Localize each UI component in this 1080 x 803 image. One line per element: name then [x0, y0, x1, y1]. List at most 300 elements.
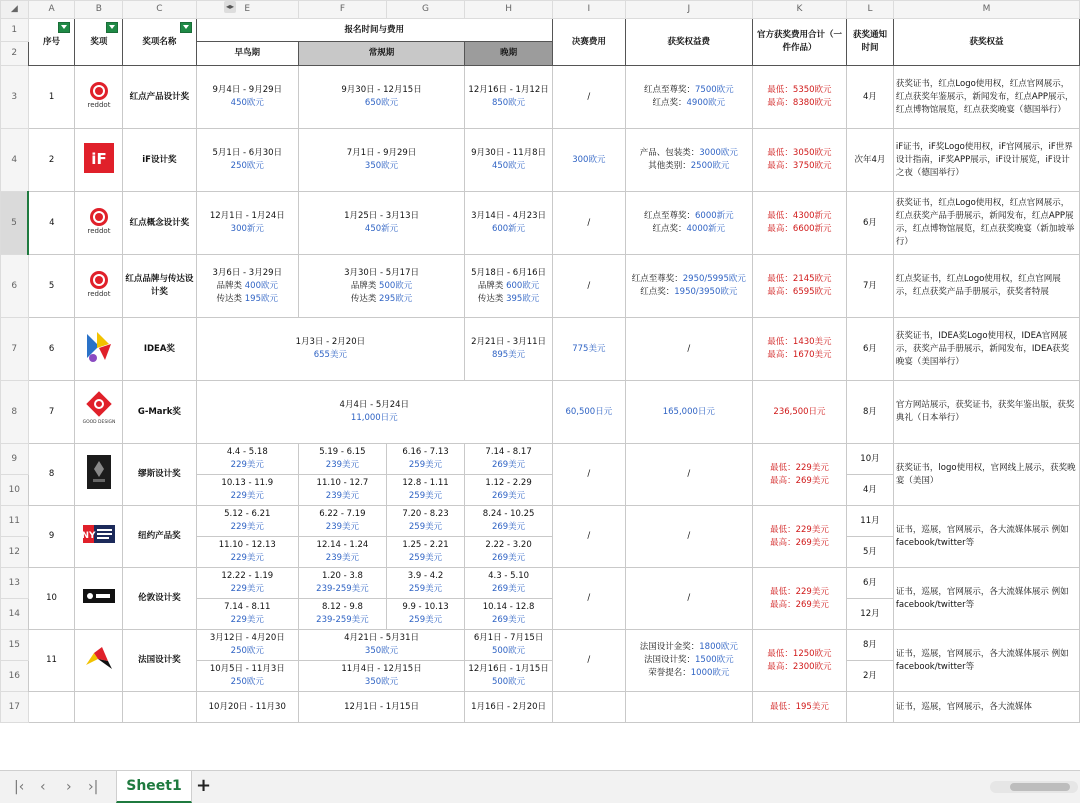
cell-text: 195欧元: [244, 293, 278, 304]
cell-text: 5.12 - 6.21: [224, 509, 271, 519]
column-header-j[interactable]: [625, 1, 752, 19]
sheet-tab-sheet1[interactable]: Sheet1: [116, 771, 192, 803]
cell-award-name[interactable]: [123, 318, 196, 381]
cell-rights[interactable]: [893, 444, 1079, 506]
cell-logo[interactable]: [75, 255, 123, 318]
cell-text: 2月21日 - 3月11日: [471, 337, 547, 347]
cell-regular-2[interactable]: [386, 506, 464, 537]
cell-text: 269美元: [491, 584, 526, 594]
cell-late[interactable]: [465, 129, 553, 192]
london-logo-part: [87, 593, 93, 599]
header-award[interactable]: [75, 19, 123, 66]
cell-rights[interactable]: [893, 192, 1079, 255]
cell-rights[interactable]: [893, 692, 1079, 723]
cell-text: 3月6日 - 3月29日: [212, 267, 283, 278]
next-sheet-button[interactable]: ›: [66, 779, 72, 795]
row-header-3[interactable]: [1, 66, 29, 129]
cell-text: 10: [46, 593, 57, 603]
cell-rights-fee[interactable]: [625, 129, 752, 192]
filter-dropdown-icon[interactable]: [58, 22, 70, 33]
cell-late[interactable]: [465, 475, 553, 506]
cell-late[interactable]: [465, 192, 553, 255]
cell-early[interactable]: [196, 444, 298, 475]
cell-early[interactable]: [196, 475, 298, 506]
cell-early[interactable]: [196, 599, 298, 630]
cell-total[interactable]: [752, 255, 846, 318]
cell-total[interactable]: [752, 318, 846, 381]
row-header-11[interactable]: [1, 506, 29, 537]
column-letter: I: [587, 4, 591, 14]
cell-total[interactable]: [752, 192, 846, 255]
cell-text: /: [687, 593, 691, 603]
cell-regular[interactable]: [298, 192, 464, 255]
cell-text: 259美元: [408, 460, 443, 470]
cell-regular-2[interactable]: [386, 444, 464, 475]
cell-text: 3: [11, 91, 18, 102]
cell-total[interactable]: [752, 630, 846, 692]
cell-text: 6.22 - 7.19: [319, 509, 366, 519]
column-header-h[interactable]: [465, 1, 553, 19]
cell-late[interactable]: [465, 444, 553, 475]
column-header-g[interactable]: [386, 1, 464, 19]
cell-notify[interactable]: [847, 475, 894, 506]
cell-final-fee[interactable]: [553, 630, 626, 692]
cell-text: 传达类: [216, 293, 245, 304]
header-regular[interactable]: [298, 42, 464, 66]
cell-rights-fee[interactable]: [625, 444, 752, 506]
sheet-row[interactable]: [1, 129, 1080, 192]
sheet-row[interactable]: [1, 1, 1080, 19]
sheet-row[interactable]: [1, 568, 1080, 599]
cell-final-fee[interactable]: [553, 66, 626, 129]
cell-late[interactable]: [465, 66, 553, 129]
scrollbar-thumb[interactable]: [1010, 783, 1070, 791]
cell-regular[interactable]: [298, 568, 386, 599]
cell-logo[interactable]: [75, 506, 123, 568]
cell-registration[interactable]: [196, 381, 552, 444]
cell-text: 红点产品设计奖: [129, 91, 190, 102]
cell-seq[interactable]: [28, 444, 75, 506]
cell-text: 16: [8, 670, 21, 681]
cell-text: 最高：8380欧元: [767, 98, 832, 108]
cell-early[interactable]: [196, 129, 298, 192]
cell-text: 1: [11, 24, 18, 35]
cell-rights-fee[interactable]: [625, 692, 752, 723]
cell-text: 239美元: [325, 460, 360, 470]
reddot-logo-part: reddot: [87, 226, 111, 235]
cell-text: 14: [8, 608, 21, 619]
cell-regular-2[interactable]: [386, 475, 464, 506]
cell-text: 4.3 - 5.10: [488, 571, 530, 581]
cell-text: 259美元: [408, 615, 443, 625]
cell-final-fee[interactable]: [553, 381, 626, 444]
cell-regular[interactable]: [298, 599, 386, 630]
row-header-15[interactable]: [1, 630, 29, 661]
cell-early[interactable]: [196, 661, 298, 692]
france-design-logo-part: [98, 659, 112, 669]
cell-logo[interactable]: [75, 192, 123, 255]
cell-rights-fee[interactable]: [625, 66, 752, 129]
cell-text: 7.14 - 8.11: [224, 602, 271, 612]
header-early[interactable]: [196, 42, 298, 66]
cell-text: 12月1日 - 1月15日: [344, 701, 419, 712]
header-late[interactable]: [465, 42, 553, 66]
column-letter: B: [95, 4, 102, 14]
cell-text: 最高：6595欧元: [767, 287, 832, 297]
column-header-m[interactable]: [893, 1, 1079, 19]
cell-final-fee[interactable]: [553, 192, 626, 255]
cell-final-fee[interactable]: [553, 318, 626, 381]
cell-text: 法国设计金奖：: [639, 642, 700, 652]
cell-notify[interactable]: [847, 318, 894, 381]
header-registration-group[interactable]: [196, 19, 552, 42]
cell-text: 10: [8, 484, 21, 495]
cell-logo[interactable]: [75, 129, 123, 192]
cell-rights[interactable]: [893, 318, 1079, 381]
cell-early[interactable]: [196, 630, 298, 661]
cell-late[interactable]: [465, 318, 553, 381]
cell-text: 60,500日元: [565, 406, 613, 417]
cell-text: 350欧元: [364, 677, 399, 687]
column-header-c[interactable]: [123, 1, 196, 19]
cell-text: G-Mark奖: [137, 406, 181, 417]
reddot-logo-part: [95, 276, 103, 284]
g-mark-logo-part: [86, 391, 111, 416]
cell-rights-fee[interactable]: [625, 318, 752, 381]
column-header-i[interactable]: [553, 1, 626, 19]
filter-dropdown-icon[interactable]: [180, 22, 192, 33]
row-header-16[interactable]: [1, 661, 29, 692]
header-text: 晚期: [500, 48, 518, 58]
cell-rights-fee[interactable]: [625, 568, 752, 630]
cell-logo[interactable]: [75, 66, 123, 129]
header-final-fee[interactable]: [553, 19, 626, 66]
header-text: 早鸟期: [234, 48, 261, 58]
header-award-name[interactable]: [123, 19, 196, 66]
cell-late[interactable]: [465, 537, 553, 568]
cell-late[interactable]: [465, 255, 553, 318]
row-header-4[interactable]: [1, 129, 29, 192]
cell-seq[interactable]: [28, 568, 75, 630]
cell-rights[interactable]: [893, 506, 1079, 568]
cell-text: 239-259美元: [316, 615, 369, 625]
if-logo: [84, 143, 114, 178]
row-header-12[interactable]: [1, 537, 29, 568]
cell-text: 15: [8, 639, 21, 650]
column-resize-icon[interactable]: ◂▸: [225, 2, 235, 11]
cell-late[interactable]: [465, 661, 553, 692]
cell-regular[interactable]: [298, 255, 464, 318]
cell-notify[interactable]: [847, 506, 894, 537]
cell-award-name[interactable]: [123, 568, 196, 630]
cell-text: 证书，巡展，官网展示，各大流媒体展示 例如facebook/twitter等: [895, 648, 1069, 672]
sheet-row[interactable]: [1, 255, 1080, 318]
cell-text: 获奖证书，红点Logo使用权，红点官网展示，红点获奖年鉴展示，新闻发布，红点APP展示，红点博物馆展览，红点获奖晚宴（德国举行）: [895, 78, 1074, 115]
column-header-f[interactable]: [298, 1, 386, 19]
cell-award-name[interactable]: [123, 381, 196, 444]
cell-text: 荣誉提名：: [648, 668, 691, 678]
cell-text: 250欧元: [230, 677, 264, 687]
cell-text: 300欧元: [572, 154, 606, 165]
row-header-10[interactable]: [1, 475, 29, 506]
cell-text: 500欧元: [379, 280, 413, 291]
cell-rights-fee[interactable]: [625, 506, 752, 568]
row-header-6[interactable]: [1, 255, 29, 318]
header-rights-fee[interactable]: [625, 19, 752, 66]
cell-text: 8.24 - 10.25: [482, 509, 535, 519]
sheet-row[interactable]: [1, 381, 1080, 444]
idea-logo: [83, 330, 115, 369]
cell-text: 775美元: [572, 343, 606, 354]
cell-notify[interactable]: [847, 630, 894, 661]
cell-text: 最高：6600新元: [767, 224, 832, 234]
header-text: 报名时间与费用: [344, 24, 405, 35]
cell-late[interactable]: [465, 630, 553, 661]
column-header-e[interactable]: [196, 1, 298, 19]
cell-text: 12.22 - 1.19: [221, 571, 274, 581]
cell-award-name[interactable]: [123, 630, 196, 692]
horizontal-scrollbar[interactable]: [990, 781, 1078, 793]
cell-text: 8: [48, 469, 55, 479]
last-sheet-button[interactable]: ›|: [88, 779, 99, 795]
cell-rights-fee[interactable]: [625, 192, 752, 255]
cell-award-name[interactable]: [123, 129, 196, 192]
prev-sheet-button[interactable]: ‹: [40, 779, 46, 795]
header-rights[interactable]: [893, 19, 1079, 66]
cell-early[interactable]: [196, 255, 298, 318]
sheet-row[interactable]: [1, 692, 1080, 723]
cell-text: 239美元: [325, 553, 360, 563]
cell-rights-fee[interactable]: [625, 255, 752, 318]
cell-rights[interactable]: [893, 129, 1079, 192]
cell-seq[interactable]: [28, 129, 75, 192]
cell-text: 纽约产品奖: [138, 531, 181, 541]
cell-early[interactable]: [196, 692, 298, 723]
cell-regular-2[interactable]: [386, 568, 464, 599]
row-header-5[interactable]: [1, 192, 29, 255]
cell-final-fee[interactable]: [553, 692, 626, 723]
cell-text: 450欧元: [230, 98, 264, 108]
cell-seq[interactable]: [28, 66, 75, 129]
cell-text: 最高：269美元: [770, 599, 829, 610]
cell-early[interactable]: [196, 192, 298, 255]
column-header-a[interactable]: [28, 1, 75, 19]
sheet-row[interactable]: [1, 192, 1080, 255]
row-header-17[interactable]: [1, 692, 29, 723]
cell-total[interactable]: [752, 381, 846, 444]
cell-rights[interactable]: [893, 568, 1079, 630]
filter-dropdown-icon[interactable]: [106, 22, 118, 33]
cell-rights[interactable]: [893, 66, 1079, 129]
cell-rights[interactable]: [893, 630, 1079, 692]
cell-notify[interactable]: [847, 129, 894, 192]
cell-late[interactable]: [465, 506, 553, 537]
cell-regular[interactable]: [298, 630, 464, 661]
cell-award-name[interactable]: [123, 192, 196, 255]
sheet-row[interactable]: [1, 19, 1080, 42]
header-text: 获奖通知时间: [852, 30, 887, 53]
cell-total[interactable]: [752, 66, 846, 129]
cell-early[interactable]: [196, 506, 298, 537]
cell-text: /: [587, 469, 591, 479]
cell-award-name[interactable]: [123, 444, 196, 506]
sheet-row[interactable]: [1, 444, 1080, 475]
cell-notify[interactable]: [847, 568, 894, 599]
cell-regular[interactable]: [298, 444, 386, 475]
cell-logo[interactable]: [75, 568, 123, 630]
column-header-l[interactable]: [847, 1, 894, 19]
london-logo-part: [83, 589, 115, 603]
cell-award-name[interactable]: [123, 255, 196, 318]
cell-final-fee[interactable]: [553, 255, 626, 318]
cell-rights[interactable]: [893, 255, 1079, 318]
cell-seq[interactable]: [28, 255, 75, 318]
cell-notify[interactable]: [847, 599, 894, 630]
sheet-row[interactable]: [1, 66, 1080, 129]
sheet-row[interactable]: [1, 630, 1080, 661]
cell-text: 红点奖证书，红点Logo使用权，红点官网展示，红点获奖产品手册展示，获奖者特展: [895, 274, 1061, 297]
cell-final-fee[interactable]: [553, 568, 626, 630]
cell-text: 2.22 - 3.20: [485, 540, 532, 550]
cell-notify[interactable]: [847, 192, 894, 255]
cell-text: 品牌类: [350, 280, 380, 291]
cell-text: 最高：3750欧元: [767, 161, 832, 171]
cell-notify[interactable]: [847, 661, 894, 692]
header-seq[interactable]: [28, 19, 75, 66]
cell-regular[interactable]: [298, 537, 386, 568]
cell-logo[interactable]: [75, 692, 123, 723]
cell-text: 法国设计奖：: [643, 655, 695, 665]
cell-text: 9: [48, 531, 55, 541]
cell-regular-2[interactable]: [386, 599, 464, 630]
cell-text: 1月3日 - 2月20日: [295, 337, 366, 347]
cell-notify[interactable]: [847, 444, 894, 475]
select-all-corner[interactable]: [1, 1, 29, 19]
add-sheet-button[interactable]: +: [196, 775, 212, 796]
cell-text: /: [687, 531, 691, 541]
cell-regular[interactable]: [298, 129, 464, 192]
cell-text: 最低：3050欧元: [767, 148, 832, 158]
cell-regular[interactable]: [298, 661, 464, 692]
cell-rights-fee[interactable]: [625, 630, 752, 692]
reddot-logo-part: [95, 87, 103, 95]
header-total[interactable]: [752, 19, 846, 66]
cell-text: 5月18日 - 6月16日: [471, 267, 547, 278]
cell-rights[interactable]: [893, 381, 1079, 444]
cell-regular[interactable]: [298, 506, 386, 537]
cell-text: 2月: [863, 670, 877, 681]
cell-text: 红点奖：: [652, 224, 687, 234]
cell-text: 3月14日 - 4月23日: [471, 211, 547, 221]
france-design-logo-part: [84, 645, 114, 671]
cell-logo[interactable]: [75, 444, 123, 506]
row-header-14[interactable]: [1, 599, 29, 630]
cell-notify[interactable]: [847, 381, 894, 444]
cell-final-fee[interactable]: [553, 444, 626, 506]
cell-award-name[interactable]: [123, 692, 196, 723]
column-header-b[interactable]: [75, 1, 123, 19]
first-sheet-button[interactable]: |‹: [14, 779, 25, 795]
cell-notify[interactable]: [847, 255, 894, 318]
cell-text: 最高：1670美元: [767, 350, 832, 360]
row-header-7[interactable]: [1, 318, 29, 381]
cell-final-fee[interactable]: [553, 129, 626, 192]
cell-text: 4月: [863, 484, 877, 495]
cell-text: 5.19 - 6.15: [319, 447, 366, 457]
cell-award-name[interactable]: [123, 66, 196, 129]
cell-total[interactable]: [752, 129, 846, 192]
cell-regular-2[interactable]: [386, 537, 464, 568]
cell-total[interactable]: [752, 568, 846, 630]
sheet-row[interactable]: [1, 506, 1080, 537]
cell-rights-fee[interactable]: [625, 381, 752, 444]
cell-award-name[interactable]: [123, 506, 196, 568]
cell-early-regular[interactable]: [196, 318, 465, 381]
cell-seq[interactable]: [28, 506, 75, 568]
cell-seq[interactable]: [28, 692, 75, 723]
row-header-1[interactable]: [1, 19, 29, 42]
row-header-2[interactable]: [1, 42, 29, 66]
cell-regular[interactable]: [298, 692, 464, 723]
cell-text: IDEA奖: [143, 343, 175, 354]
row-header-9[interactable]: [1, 444, 29, 475]
cell-notify[interactable]: [847, 537, 894, 568]
cell-text: 9月30日 - 11月8日: [471, 148, 547, 158]
cell-text: 239美元: [325, 491, 360, 501]
cell-text: 获奖证书，IDEA奖Logo使用权，IDEA官网展示，获奖产品手册展示，新闻发布，IDEA获奖晚宴（美国举行）: [895, 330, 1070, 367]
cell-logo[interactable]: [75, 381, 123, 444]
cell-notify[interactable]: [847, 692, 894, 723]
cell-notify[interactable]: [847, 66, 894, 129]
cell-text: 350欧元: [364, 646, 399, 656]
cell-early[interactable]: [196, 66, 298, 129]
cell-text: 最低：229美元: [770, 524, 829, 535]
cell-total[interactable]: [752, 692, 846, 723]
cell-regular[interactable]: [298, 66, 464, 129]
cell-logo[interactable]: [75, 630, 123, 692]
cell-seq[interactable]: [28, 318, 75, 381]
cell-text: 11.10 - 12.13: [218, 540, 276, 550]
cell-early[interactable]: [196, 568, 298, 599]
cell-regular[interactable]: [298, 475, 386, 506]
cell-text: 最低：4300新元: [767, 211, 832, 221]
g-mark-logo-part: GOOD DESIGN: [82, 419, 116, 425]
cell-early[interactable]: [196, 537, 298, 568]
column-letter: E: [244, 4, 251, 14]
cell-seq[interactable]: [28, 630, 75, 692]
cell-total[interactable]: [752, 506, 846, 568]
cell-late[interactable]: [465, 599, 553, 630]
column-header-k[interactable]: [752, 1, 846, 19]
row-header-8[interactable]: [1, 381, 29, 444]
cell-late[interactable]: [465, 692, 553, 723]
cell-late[interactable]: [465, 568, 553, 599]
cell-seq[interactable]: [28, 381, 75, 444]
cell-text: 传达类: [350, 293, 380, 304]
cell-text: 259美元: [408, 584, 443, 594]
cell-seq[interactable]: [28, 192, 75, 255]
cell-text: 6月: [863, 217, 877, 228]
cell-text: 5月: [863, 546, 877, 557]
row-header-13[interactable]: [1, 568, 29, 599]
cell-logo[interactable]: [75, 318, 123, 381]
sheet-row[interactable]: [1, 318, 1080, 381]
cell-total[interactable]: [752, 444, 846, 506]
cell-final-fee[interactable]: [553, 506, 626, 568]
cell-text: 12.14 - 1.24: [316, 540, 369, 550]
cell-text: 450欧元: [491, 161, 526, 171]
header-notify[interactable]: [847, 19, 894, 66]
